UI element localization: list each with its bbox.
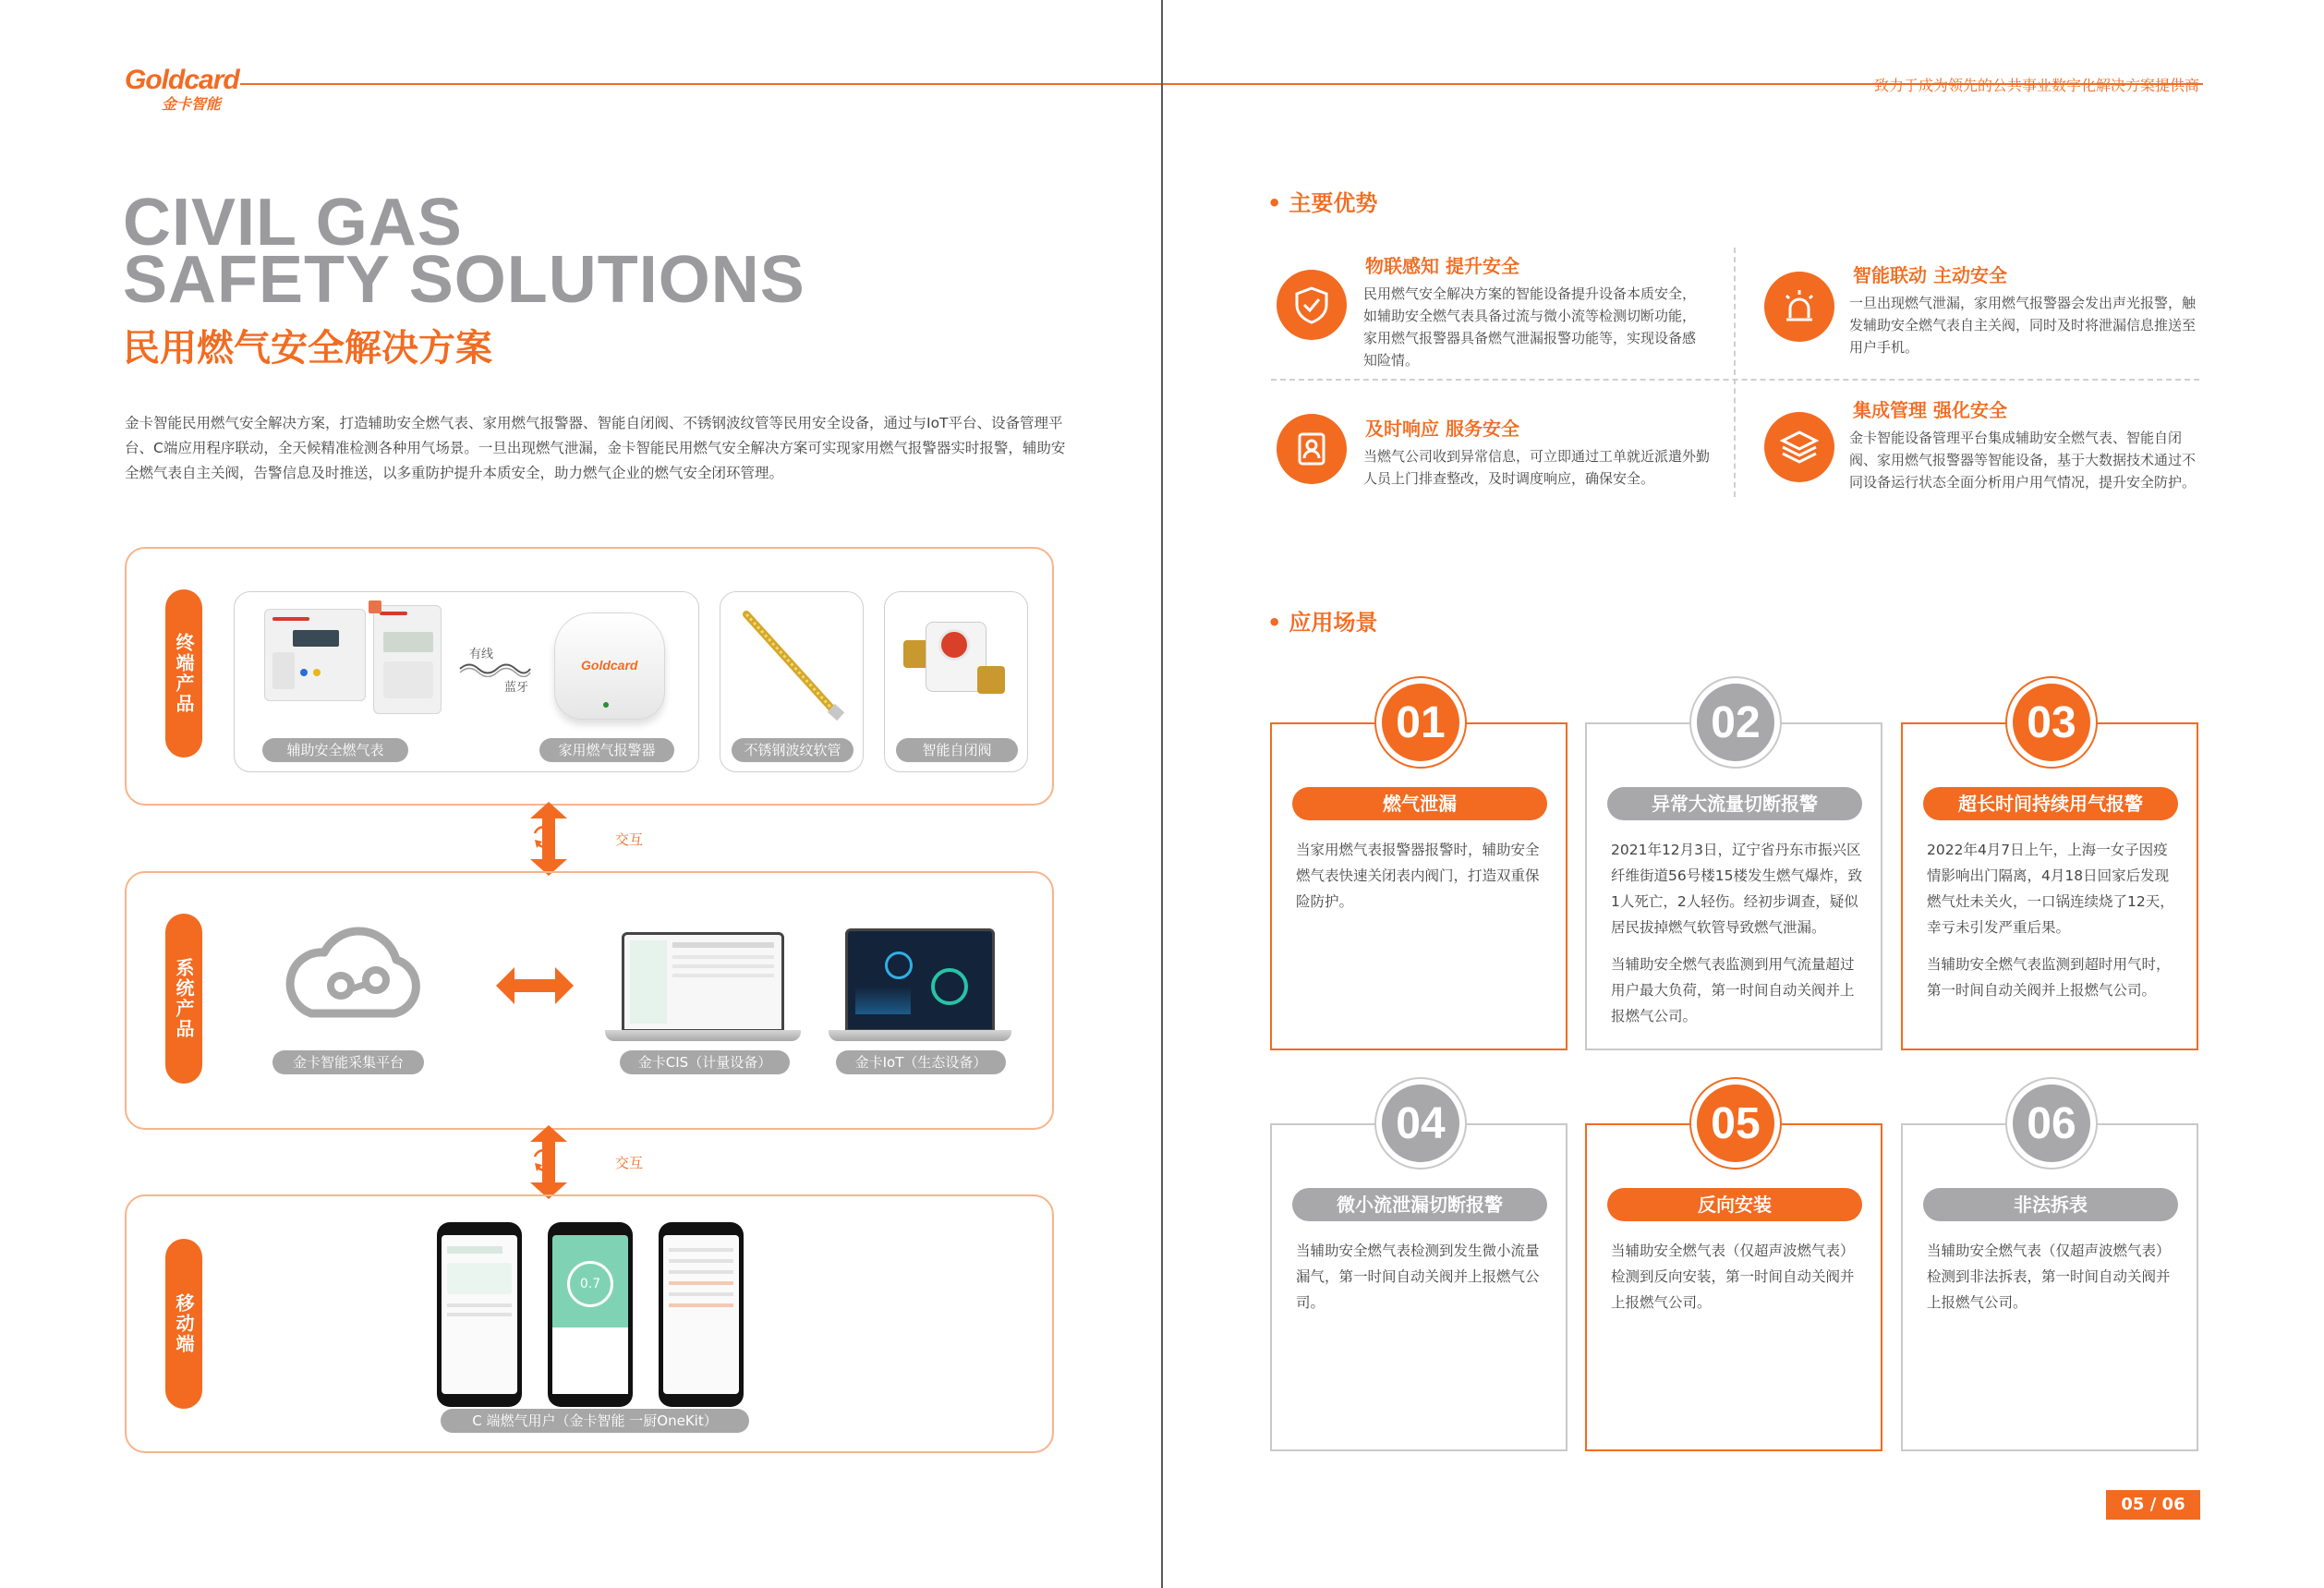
scenario-paragraph: 当辅助安全燃气表监测到超时用气时，第一时间自动关阀并上报燃气公司。 — [1927, 956, 2171, 999]
alarm-light-icon — [1764, 272, 1834, 342]
phone-image-1 — [437, 1222, 522, 1407]
terminal-products-section — [125, 547, 1054, 806]
scenario-paragraph: 当辅助安全燃气表检测到发生微小流量漏气，第一时间自动关阀并上报燃气公司。 — [1296, 1243, 1540, 1311]
scenario-title: 非法拆表 — [1923, 1188, 2178, 1221]
scenario-paragraph: 2022年4月7日上午，上海一女子因疫情影响出门隔离，4月18日回家后发现燃气灶未关火，一口锅连续烧了12天，幸亏未引发严重后果。 — [1927, 842, 2174, 936]
advantage-divider-vertical — [1734, 248, 1736, 497]
advantage-text-3: 当燃气公司收到异常信息，可立即通过工单就近派遣外勤人员上门排查整改，及时调度响应，确保安全。 — [1363, 448, 1711, 487]
sync-icon — [531, 824, 557, 850]
scenario-card-03 — [1901, 697, 2198, 1050]
alarm-brand-label: Goldcard — [581, 658, 638, 673]
layers-icon — [1764, 412, 1834, 482]
ultrasonic-gas-meter-image — [373, 605, 442, 714]
advantage-title-3: 及时响应 服务安全 — [1365, 418, 1519, 440]
scenario-body — [1927, 837, 2182, 1003]
label-gas-alarm: 家用燃气报警器 — [539, 738, 674, 762]
hose-card — [720, 591, 864, 772]
iot-laptop-base — [829, 1030, 1011, 1041]
interact-label-1: 交互 — [615, 831, 644, 848]
mobile-section — [125, 1194, 1054, 1453]
label-collection-platform: 金卡智能采集平台 — [272, 1050, 424, 1074]
scenario-body — [1927, 1238, 2182, 1315]
cloud-platform-icon — [274, 925, 426, 1024]
title-english — [123, 186, 805, 317]
scenario-card-02 — [1585, 697, 1882, 1050]
intro-paragraph: 金卡智能民用燃气安全解决方案，打造辅助安全燃气表、家用燃气报警器、智能自闭阀、不锈钢波纹管等民用安全设备，通过与IoT平台、设备管理平台、C端应用程序联动，全天候精准检测各种用气场景。一旦出现燃气泄漏，金卡智能民用燃气安全解决方案可实现家用燃气报警器实时报警，辅助安全燃气表自主关阀，告警信息及时推送，以多重防护提升本质安全，助力燃气企业的燃气安全闭环管理。 — [125, 415, 1066, 481]
scenario-paragraph: 当家用燃气表报警器报警时，辅助安全燃气表快速关闭表内阀门，打造双重保险防护。 — [1296, 842, 1540, 910]
meter-alarm-card — [234, 591, 699, 772]
label-cis: 金卡CIS（计量设备） — [620, 1050, 790, 1074]
cis-laptop-base — [605, 1030, 801, 1041]
logo-brand-cn: 金卡智能 — [162, 95, 222, 113]
valve-card — [884, 591, 1028, 772]
phone-image-2 — [548, 1222, 633, 1407]
auto-shutoff-valve-image — [903, 612, 1014, 714]
scenario-body — [1296, 837, 1551, 915]
scenario-paragraph: 当辅助安全燃气表监测到用气流量超过用户最大负荷，第一时间自动关阀并上报燃气公司。 — [1611, 956, 1855, 1024]
page-spine — [1161, 0, 1163, 1588]
cis-laptop-image — [622, 932, 784, 1032]
iot-laptop-image — [845, 928, 995, 1032]
terminal-products-tab — [165, 589, 202, 758]
interact-label-2: 交互 — [615, 1155, 644, 1171]
label-mobile-app: C 端燃气用户（金卡智能 一厨OneKit） — [441, 1409, 749, 1433]
advantage-text-4: 金卡智能设备管理平台集成辅助安全燃气表、智能自闭阀、家用燃气报警器等智能设备，基于大数据技术通过不同设备运行状态全面分析用户用气情况，提升安全防护。 — [1849, 430, 2197, 491]
title-chinese: 民用燃气安全解决方案 — [123, 327, 492, 370]
scenario-paragraph: 2021年12月3日，辽宁省丹东市振兴区纤维街道56号楼15楼发生燃气爆炸，致1人死亡，2人轻伤。经初步调查，疑似居民拔掉燃气软管导致燃气泄漏。 — [1611, 842, 1862, 936]
advantage-text-1: 民用燃气安全解决方案的智能设备提升设备本质安全，如辅助安全燃气表具备过流与微小流等检测切断功能，家用燃气报警器具备燃气泄漏报警功能等，实现设备感知险情。 — [1363, 285, 1697, 369]
logo-brand: Goldcard — [125, 65, 239, 95]
scenario-number: 05 — [1691, 1079, 1780, 1168]
advantage-title-4: 集成管理 强化安全 — [1853, 399, 2007, 421]
scenario-number: 01 — [1376, 678, 1465, 767]
mobile-tab — [165, 1239, 202, 1409]
scenario-paragraph: 当辅助安全燃气表（仅超声波燃气表）检测到反向安装，第一时间自动关阀并上报燃气公司。 — [1611, 1243, 1855, 1311]
page-number: 05 / 06 — [2106, 1490, 2200, 1520]
bidirectional-arrow-icon — [496, 967, 574, 1004]
gas-alarm-image — [554, 612, 665, 720]
scenario-card-05 — [1585, 1098, 1882, 1451]
scenario-paragraph: 当辅助安全燃气表（仅超声波燃气表）检测到非法拆表，第一时间自动关阀并上报燃气公司。 — [1927, 1243, 2171, 1311]
wired-label: 有线 — [469, 648, 494, 661]
scenario-body — [1611, 837, 1866, 1029]
system-products-tab-label: 系统产品 — [173, 958, 195, 1039]
title-english-line-1: CIVIL GAS — [123, 186, 463, 260]
phone-image-3 — [659, 1222, 744, 1407]
scenario-number: 06 — [2007, 1079, 2096, 1168]
scenario-title: 超长时间持续用气报警 — [1923, 787, 2178, 820]
scenario-title: 燃气泄漏 — [1292, 787, 1547, 820]
scenario-body — [1296, 1238, 1551, 1315]
advantage-title-1: 物联感知 提升安全 — [1365, 255, 1519, 277]
scenario-title: 微小流泄漏切断报警 — [1292, 1188, 1547, 1221]
system-products-tab — [165, 914, 202, 1084]
label-valve: 智能自闭阀 — [896, 738, 1018, 762]
label-iot: 金卡IoT（生态设备） — [836, 1050, 1006, 1074]
advantages-heading: • 主要优势 — [1267, 185, 1377, 217]
service-person-icon — [1277, 414, 1347, 484]
stainless-hose-image — [733, 605, 852, 725]
title-english-line-2: SAFETY SOLUTIONS — [123, 243, 805, 317]
scenario-body — [1611, 1238, 1866, 1315]
gas-meter-image — [264, 609, 366, 701]
label-gas-meter: 辅助安全燃气表 — [262, 738, 408, 762]
bluetooth-label: 蓝牙 — [504, 681, 529, 695]
scenario-number: 02 — [1691, 678, 1780, 767]
system-products-section — [125, 871, 1054, 1130]
phone-reading: 0.7 — [567, 1261, 613, 1307]
advantage-text-2: 一旦出现燃气泄漏，家用燃气报警器会发出声光报警，触发辅助安全燃气表自主关阀，同时及时将泄漏信息推送至用户手机。 — [1849, 295, 2197, 356]
label-hose: 不锈钢波纹软管 — [732, 738, 853, 762]
mobile-tab-label: 移动端 — [173, 1293, 195, 1354]
shield-check-icon — [1277, 270, 1347, 340]
scenario-card-06 — [1901, 1098, 2198, 1451]
terminal-products-tab-label: 终端产品 — [173, 633, 195, 714]
scenario-number: 03 — [2007, 678, 2096, 767]
scenario-card-01 — [1270, 697, 1567, 1050]
advantage-title-2: 智能联动 主动安全 — [1853, 264, 2007, 286]
scenarios-heading: • 应用场景 — [1267, 604, 1377, 636]
wireless-wave-icon — [458, 661, 532, 677]
sync-icon-2 — [531, 1147, 557, 1173]
goldcard-logo — [125, 65, 239, 114]
scenario-number: 04 — [1376, 1079, 1465, 1168]
header-tagline: 致力于成为领先的公共事业数字化解决方案提供商 — [1873, 77, 2199, 94]
scenario-card-04 — [1270, 1098, 1567, 1451]
scenario-title: 反向安装 — [1607, 1188, 1862, 1221]
scenario-title: 异常大流量切断报警 — [1607, 787, 1862, 820]
